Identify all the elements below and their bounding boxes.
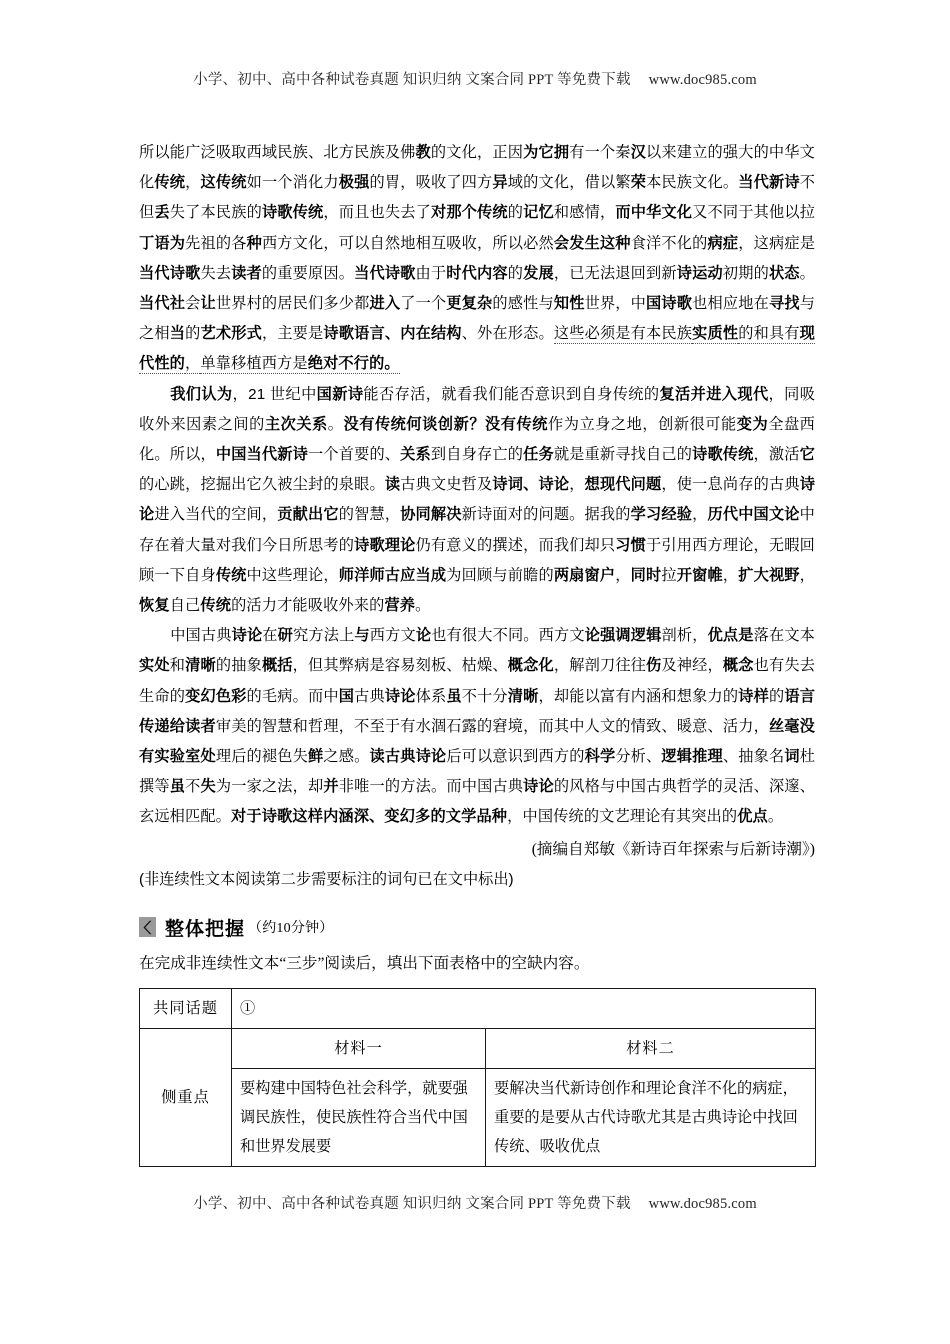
header-watermark (0, 68, 950, 89)
text-run: 吸收了四方 (415, 174, 493, 192)
article-paragraph-1 (139, 138, 815, 380)
text-run: 本民族文化。 (646, 174, 739, 192)
text-run: 域的文化， (507, 174, 585, 192)
text-run: 丁 (139, 234, 155, 252)
text-run: 复活 (659, 385, 691, 403)
text-run: 关系 (400, 446, 431, 464)
text-run: ， (707, 657, 723, 675)
text-run: 失了本民族的 (169, 204, 262, 222)
text-run: 失去 (200, 264, 232, 282)
text-run: 世界， (584, 295, 631, 313)
text-run: 读 (384, 476, 401, 494)
text-run: 概念 (722, 657, 754, 675)
text-run: ， (185, 174, 201, 192)
text-run: 伤 (646, 657, 662, 675)
text-run: 据我的 (584, 506, 631, 524)
text-run: 理后的褪色失 (215, 748, 309, 766)
text-run: 这病症是 (753, 234, 816, 252)
text-run: 当 (169, 325, 186, 343)
text-run: 诗论 (384, 687, 416, 705)
text-run: 审 (215, 717, 232, 735)
text-run: 和想象力的 (661, 687, 739, 705)
text-run: 美的智慧和哲理 (231, 717, 339, 735)
text-run: 的 (507, 204, 524, 222)
text-run: 可以自然地相互吸收， (338, 234, 493, 252)
text-run: 两扇窗户 (553, 566, 616, 584)
text-run: 论强调逻辑 (584, 627, 662, 645)
text-run: 进入当代的空间， (154, 506, 278, 524)
material-two-cell: 要解决当代新诗创作和理论食洋不化的病症，重要的是要从古代诗歌尤其是古典诗论中找回传统、吸收优点 (486, 1068, 816, 1166)
text-run: 作为立身之地， (547, 415, 659, 433)
text-run: 西方文 (369, 627, 416, 645)
text-run: 传统 (215, 566, 247, 584)
text-run: 中这些理论， (246, 566, 339, 584)
text-run: 当代新诗 (738, 174, 800, 192)
topic-value-cell[interactable]: ① (232, 988, 816, 1028)
text-run: 会 (185, 295, 201, 313)
text-run: 和 (169, 657, 186, 675)
text-run: 当代诗歌 (354, 264, 416, 282)
text-run: 由于 (415, 264, 447, 282)
section-heading (139, 914, 815, 941)
text-run: 不但 (139, 174, 816, 222)
text-run: 为一家之法， (215, 778, 309, 796)
text-run: 清晰 (507, 687, 539, 705)
text-run: 逻辑推理 (661, 748, 723, 766)
text-run: 之感。 (323, 748, 370, 766)
text-run: 更复杂 (446, 295, 493, 313)
text-run: ， (569, 476, 585, 494)
text-run: 落在文本 (753, 627, 816, 645)
text-run: ， (799, 566, 816, 584)
chevron-left-icon (139, 917, 156, 937)
text-run: 任务 (523, 446, 554, 464)
text-run: 历代中国文论 (707, 506, 800, 524)
text-run: 贡献出它 (277, 506, 339, 524)
text-run: 变幻色彩 (185, 687, 247, 705)
text-run: 优点是 (707, 627, 754, 645)
text-run: 正因 (492, 144, 524, 161)
text-run: ， (553, 264, 570, 282)
summary-table (139, 988, 816, 1167)
text-run: 而中国古典 (446, 778, 524, 796)
text-run: 中国古典 (170, 627, 232, 645)
text-run: 主次关系 (264, 415, 328, 433)
text-run: 概括 (261, 657, 293, 675)
text-run: 21 世纪中 (248, 385, 317, 403)
text-run: 失 (200, 778, 216, 796)
text-run: 先祖的各 (185, 234, 247, 252)
text-run: 同吸收外来因素之间的 (139, 385, 816, 433)
text-run: ， (692, 506, 708, 524)
text-run: 但其弊病是容易刻板、枯燥、 (308, 657, 508, 675)
text-run: 仍有意义的撰述， (415, 536, 539, 554)
text-run: 体系 (415, 687, 447, 705)
text-run: 一个首要的、 (308, 446, 401, 464)
text-run: 诗运动 (676, 264, 723, 282)
text-run: 国 (338, 687, 355, 705)
text-run: 的文化， (430, 144, 493, 161)
text-run: 无暇回顾一下自身 (139, 536, 815, 584)
text-run: 种 (246, 234, 262, 252)
table-row-material-headers (140, 1028, 816, 1068)
text-run: 恢复 (139, 597, 170, 615)
text-run: 中国当代新诗 (215, 446, 308, 464)
text-run: 又不同于其他以拉 (692, 204, 816, 222)
text-run: 和感情， (553, 204, 616, 222)
text-run: 中存在着大量对我们今日所思考的 (139, 506, 815, 554)
text-run: 没有传统何谈创新？没有传统 (343, 415, 548, 433)
text-run: 初期的 (722, 264, 769, 282)
text-run: 剖析， (661, 627, 708, 645)
text-run: 古典 (354, 687, 385, 705)
text-run: 我们认为 (170, 385, 233, 403)
text-run: 的胃， (369, 174, 416, 192)
text-run: 并 (323, 778, 339, 796)
text-run: 读者 (231, 264, 262, 282)
text-run: 诗论 (139, 476, 816, 524)
text-run: 借以繁 (584, 174, 631, 192)
text-run: 挖掘出它久被尘封的泉眼。 (200, 476, 385, 494)
text-run: 激活 (768, 446, 800, 464)
text-run: 并进入现代 (690, 385, 769, 403)
text-run: 会发生这种 (553, 234, 631, 252)
text-run: 对于 (231, 808, 262, 826)
table-row-material-body (140, 1068, 816, 1166)
text-run: 虽 (446, 687, 462, 705)
text-run: 后可以意识到西方的 (446, 748, 585, 766)
text-run: 。 (767, 808, 784, 826)
text-run: 却能以富有内涵 (553, 687, 662, 705)
text-run: ， (232, 385, 249, 403)
header-watermark-text: 小学、初中、高中各种试卷真题 知识归纳 文案合同 PPT 等免费下载 (193, 72, 631, 88)
text-run: 非唯一的方法。 (338, 778, 447, 796)
text-run: 也有很大不同。 (431, 627, 539, 645)
text-run: 诗歌语言、内在结构 (323, 325, 462, 343)
text-run: 的感性与 (492, 295, 554, 313)
text-run: 于引用西方理论， (646, 536, 769, 554)
text-run: 想现代问题 (584, 476, 662, 494)
text-run: 的风格与中国古典哲学的灵活、深邃、玄远相匹配。 (139, 778, 816, 826)
text-run: 而中 (308, 687, 339, 705)
text-run: ， (292, 657, 309, 675)
text-run: 发展 (523, 264, 554, 282)
text-run: 古典文史哲及 (400, 476, 493, 494)
text-run: 诗样 (738, 687, 769, 705)
text-run: 与 (354, 627, 370, 645)
text-run: 诗论 (523, 778, 554, 796)
text-run: 学习经验 (630, 506, 693, 524)
text-run: 不 (185, 778, 201, 796)
source-attribution: (摘编自郑敏《新诗百年探索与后新诗潮》) (531, 840, 815, 858)
text-run: 杜撰等 (139, 748, 816, 796)
text-run: ， (753, 446, 769, 464)
text-run: 开窗帷 (676, 566, 723, 584)
text-run: 。 (415, 597, 431, 615)
text-run: 异 (492, 174, 508, 192)
text-run: 世界村的居民们多少都 (215, 295, 370, 313)
text-run: 的毛病。 (246, 687, 308, 705)
text-run: 中 (630, 295, 647, 313)
material-two-header: 材料二 (486, 1028, 816, 1068)
material-one-cell: 要构建中国特色社会科学，就要强调民族性，使民族性符合当代中国和世界发展要 (232, 1068, 486, 1166)
text-run: 新诗 (332, 385, 364, 403)
text-run: 的心跳， (139, 476, 201, 494)
text-run: 国 (316, 385, 333, 403)
text-run: ， (261, 325, 278, 343)
text-run: 、外在形态。 (461, 325, 554, 343)
text-run: 中国传统的文艺理论有其突出的 (522, 808, 738, 826)
text-run: 优点 (737, 808, 768, 826)
text-run: 词 (784, 748, 800, 766)
text-run: 科学 (584, 748, 616, 766)
text-run: 而我们却只 (538, 536, 616, 554)
text-run: 营养 (384, 597, 416, 615)
footer-watermark (0, 1192, 950, 1213)
text-run: 。 (799, 264, 816, 282)
text-run: 传统 (200, 597, 232, 615)
text-run: 所以， (169, 446, 216, 464)
text-run: 的和具有 (738, 325, 800, 343)
text-run: 所以能广泛吸取西域民族、北方民族及佛 (139, 144, 416, 161)
footer-watermark-text: 小学、初中、高中各种试卷真题 知识归纳 文案合同 PPT 等免费下载 (193, 1196, 631, 1212)
text-run: 所以必然 (492, 234, 554, 252)
text-run: 也有失去生命的 (139, 657, 816, 705)
text-run: 的 (768, 687, 785, 705)
article-paragraph-3 (139, 621, 815, 832)
text-run: 诗歌传统 (261, 204, 324, 222)
text-run: 也相应地在 (692, 295, 769, 313)
text-run: 不十分 (461, 687, 508, 705)
text-run: 对那个传统 (430, 204, 508, 222)
text-run: 的重要原因。 (261, 264, 355, 282)
text-run: 概念化 (507, 657, 554, 675)
text-run: 解剖刀往往 (569, 657, 647, 675)
text-run: 已无法退回到新 (569, 264, 677, 282)
text-run: 极强 (338, 174, 370, 192)
text-run: ， (507, 808, 523, 826)
text-run: 自己 (169, 597, 201, 615)
text-run: 研 (277, 627, 294, 645)
text-run: ， (338, 717, 355, 735)
text-run: 全盘西化。 (139, 415, 816, 464)
text-run: 这传统 (200, 174, 247, 192)
text-run: ， (553, 657, 570, 675)
text-run: 协同解决 (400, 506, 462, 524)
text-run: 当代诗歌 (139, 264, 201, 282)
text-run: 就是重新寻找自己的 (553, 446, 693, 464)
text-run: 拉 (661, 566, 677, 584)
text-run: ， (323, 204, 339, 222)
text-run: 食洋不化的 (630, 234, 708, 252)
text-run: 国诗歌 (646, 295, 693, 313)
text-run: 传统 (154, 174, 186, 192)
text-run: 进入 (369, 295, 401, 313)
topic-label-cell: 共同话题 (140, 988, 232, 1028)
text-run: 究方法上 (293, 627, 355, 645)
text-run: 荣 (630, 174, 647, 192)
text-run: 状态 (768, 264, 800, 282)
text-run: 同时 (630, 566, 662, 584)
text-run: 诗词、诗论 (492, 476, 570, 494)
text-run: ， (615, 566, 631, 584)
text-run: 到自身存亡的 (430, 446, 524, 464)
text-run: 的抽象 (215, 657, 262, 675)
text-run: 为 (446, 566, 462, 584)
header-watermark-url: www.doc985.com (648, 72, 757, 88)
text-run: 的 (185, 325, 201, 343)
text-run: 虽 (169, 778, 186, 796)
article-paragraph-2 (139, 380, 815, 622)
text-run: 西方文化， (261, 234, 339, 252)
text-run: 寻找 (768, 295, 800, 313)
text-run: 西方文 (538, 627, 585, 645)
text-run: 在 (262, 627, 278, 645)
footer-watermark-url: www.doc985.com (648, 1196, 757, 1212)
text-run: 病症 (707, 234, 739, 252)
text-run: 的活力才能吸收外来的 (231, 597, 385, 615)
text-run: ， (661, 476, 677, 494)
section-title: 整体把握 (165, 918, 246, 940)
text-run: 就看我们能否意识到自身传统的 (441, 385, 660, 403)
text-run: 诗歌 (261, 808, 293, 826)
text-run: 汉 (630, 144, 647, 161)
text-run: 诗歌传统 (692, 446, 754, 464)
text-run: 记忆 (523, 204, 554, 222)
text-run: ， (738, 234, 754, 252)
text-run: 时代内容 (446, 264, 508, 282)
text-run: 知性 (553, 295, 585, 313)
text-run: 扩大视野 (738, 566, 800, 584)
text-run: 这些必须是有本民族 (553, 325, 693, 343)
text-run: 及神经 (661, 657, 708, 675)
text-run: 应当成 (400, 566, 447, 584)
text-run: 语言传递给读者 (139, 687, 816, 735)
text-run: 而中华文化 (615, 204, 693, 222)
text-run: ， (538, 687, 554, 705)
text-run: 习惯 (615, 536, 647, 554)
text-run: 创新很可能 (658, 415, 737, 433)
text-run: 与之相 (139, 295, 816, 343)
text-run: 绝对不行的。 (307, 355, 400, 373)
text-run: 分析、 (615, 748, 662, 766)
instruction-text: 在完成非连续性文本“三步”阅读后，填出下面表格中的空缺内容。 (139, 954, 590, 972)
text-run: 单靠移植西方是 (200, 355, 308, 373)
text-run: 师洋师古 (338, 566, 401, 584)
text-run: 语为 (154, 234, 186, 252)
content-column (139, 138, 815, 1167)
text-run: 的智慧， (338, 506, 401, 524)
text-run: 实处 (139, 657, 170, 675)
annotation-note: (非连续性文本阅读第二步需要标注的词句已在文中标出) (139, 870, 514, 888)
text-run: 不至于有水涸石露的窘境， (354, 717, 539, 735)
text-run: 却 (308, 778, 324, 796)
text-run: ， (768, 385, 785, 403)
text-run: 它 (799, 446, 815, 464)
text-run: 。 (327, 415, 344, 433)
text-run: 变为 (736, 415, 769, 433)
focus-label-cell: 侧重点 (140, 1028, 232, 1166)
text-run: 现代性的 (139, 325, 816, 373)
text-run: 、抽象名 (722, 748, 785, 766)
text-run: 鲜 (308, 748, 324, 766)
table-row-topic (140, 988, 816, 1028)
text-run: 清晰 (185, 657, 216, 675)
text-run: 诗歌理论 (354, 536, 416, 554)
text-run: 实质性 (692, 325, 739, 343)
section-time-estimate: （约10分钟） (248, 921, 334, 937)
text-run: 的 (507, 264, 524, 282)
text-run: 诗论 (231, 627, 263, 645)
text-run: 而且也失去了 (338, 204, 431, 222)
text-run: 而其中人文的情致、暖意、活力， (538, 717, 769, 735)
text-run: 使一息尚存的古典 (676, 476, 800, 494)
text-run: ， (722, 566, 739, 584)
text-run: 了一个 (400, 295, 447, 313)
text-run: 新诗面对的问题。 (461, 506, 585, 524)
text-run: 回顾与前瞻的 (461, 566, 554, 584)
text-run: ， (185, 355, 201, 373)
text-run: 能否存活， (363, 385, 442, 403)
text-run: 主要是 (277, 325, 324, 343)
text-run: 论 (415, 627, 432, 645)
text-run: 让 (200, 295, 216, 313)
text-run: 这样内涵深、变幻多的文学品种 (292, 808, 508, 826)
text-run: 如一个消化力 (246, 174, 339, 192)
text-run: 教 (415, 144, 431, 161)
text-run: 丝毫没有实验室处 (139, 717, 816, 766)
text-run: 为它拥 (523, 144, 570, 161)
text-run: 丢 (154, 204, 170, 222)
text-run: 有一个秦 (569, 144, 631, 161)
material-one-header: 材料一 (232, 1028, 486, 1068)
text-run: 以来建立的强大的中华文化 (139, 144, 815, 192)
text-run: 读古典诗论 (369, 748, 447, 766)
text-run: 当代社 (139, 295, 186, 313)
text-run: 艺术形式 (200, 325, 262, 343)
